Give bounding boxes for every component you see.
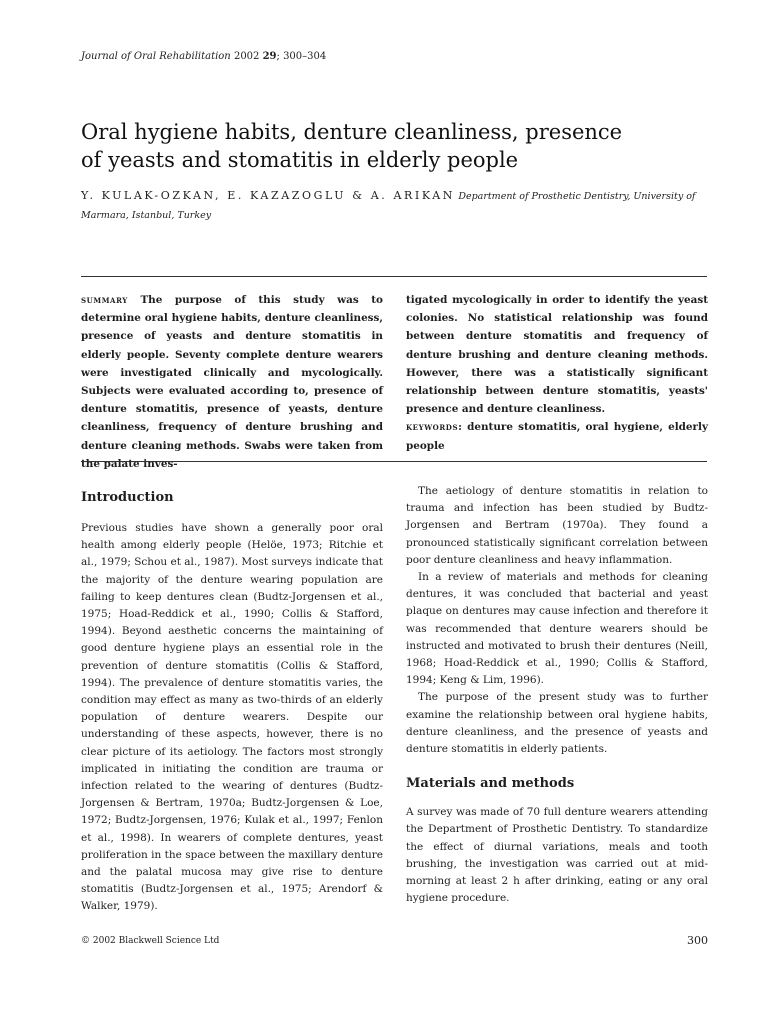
abstract-right-text: tigated mycologically in order to identify the yeast colonies. No statistical relationship was found between denture stomatitis and frequency of denture brushing and denture cleaning methods. However, there was a statistically significant relationship between denture stomatitis, yeasts' presence and denture cleanliness. (406, 294, 708, 416)
abstract-top-rule (81, 276, 707, 277)
summary-label: summary (81, 294, 128, 306)
introduction-heading: Introduction (81, 490, 174, 505)
journal-volume: 29 (262, 51, 277, 62)
page-number: 300 (687, 934, 708, 947)
title-line-2: of yeasts and stomatitis in elderly people (81, 148, 519, 172)
running-head (81, 51, 326, 62)
author-affiliation: Department of Prosthetic Dentistry, University of Marmara, Istanbul, Turkey (81, 191, 696, 221)
keywords-label: keywords (406, 421, 459, 434)
introduction-paragraph-2: The aetiology of denture stomatitis in relation to trauma and infection has been studied by Budtz-Jorgensen and Bertram (1970a). They found a pronounced statistically significant correlation between poor denture cleanliness and heavy inflammation. (406, 485, 708, 566)
abstract-bottom-rule (81, 461, 707, 462)
methods-paragraph-1: A survey was made of 70 full denture wearers attending the Department of Prosthetic Dentistry. To standardize the effect of diurnal variations, meals and tooth brushing, the investigation was carried out at mid-morning at least 2 h after drinking, eating or any oral hygiene procedure. (406, 806, 708, 905)
introduction-paragraph-4: The purpose of the present study was to further examine the relationship between oral hygiene habits, denture cleanliness, and the presence of yeasts and denture stomatitis in elderly patients. (406, 691, 708, 756)
author-block (81, 186, 711, 225)
abstract-left-text: The purpose of this study was to determine oral hygiene habits, denture cleanliness, presence of yeasts and denture stomatitis in elderly people. Seventy complete denture wearers were investigated clinically and mycologically. Subjects were evaluated according to, presence of denture stomatitis, presence of yeasts, denture cleanliness, frequency of denture brushing and denture cleaning methods. Swabs were taken from the palate inves- (81, 294, 383, 470)
journal-year: 2002 (233, 51, 260, 62)
abstract-right-column (406, 291, 708, 455)
methods-heading: Materials and methods (406, 776, 575, 792)
keywords-text: : denture stomatitis, oral hygiene, elderly people (406, 421, 708, 452)
introduction-paragraph-1: Previous studies have shown a generally poor oral health among elderly people (Helöe, 1973; Ritchie et al., 1979; Schou et al., 1987). Most surveys indicate that the majority of the denture wearing population are failing to keep dentures clean (Budtz-Jorgensen et al., 1975; Hoad-Reddick et al., 1990; Collis & Stafford, 1994). Beyond aesthetic concerns the maintaining of good denture hygiene plays an essential role in the prevention of denture stomatitis (Collis & Stafford, 1994). The prevalence of denture stomatitis varies, the condition may effect as many as two-thirds of an elderly population of denture wearers. Despite our understanding of these aspects, however, there is no clear picture of its aetiology. The factors most strongly implicated in initiating the condition are trauma or infection related to the wearing of dentures (Budtz-Jorgensen & Bertram, 1970a; Budtz-Jorgensen & Loe, 1972; Budtz-Jorgensen, 1976; Kulak et al., 1997; Fenlon et al., 1998). In wearers of complete dentures, yeast proliferation in the space between the maxillary denture and the palatal mucosa may give rise to denture stomatitis (Budtz-Jorgensen et al., 1975; Arendorf & Walker, 1979). (81, 522, 383, 913)
introduction-paragraph-3: In a review of materials and methods for cleaning dentures, it was concluded that bacterial and yeast plaque on dentures may cause infection and therefore it was recommended that denture wearers should be instructed and motivated to brush their dentures (Neill, 1968; Hoad-Reddick et al., 1990; Collis & Stafford, 1994; Keng & Lim, 1996). (406, 571, 708, 687)
copyright-notice: © 2002 Blackwell Science Ltd (81, 936, 220, 946)
abstract-left-column (81, 291, 383, 473)
author-names: Y. KULAK-OZKAN, E. KAZAZOGLU & A. ARIKAN (81, 189, 455, 202)
journal-pages: ; 300–304 (276, 51, 327, 62)
title-line-1: Oral hygiene habits, denture cleanliness, presence (81, 120, 623, 144)
body-right-column (406, 483, 708, 907)
body-left-column (81, 488, 383, 916)
journal-name: Journal of Oral Rehabilitation (81, 51, 231, 62)
article-title (81, 118, 681, 174)
